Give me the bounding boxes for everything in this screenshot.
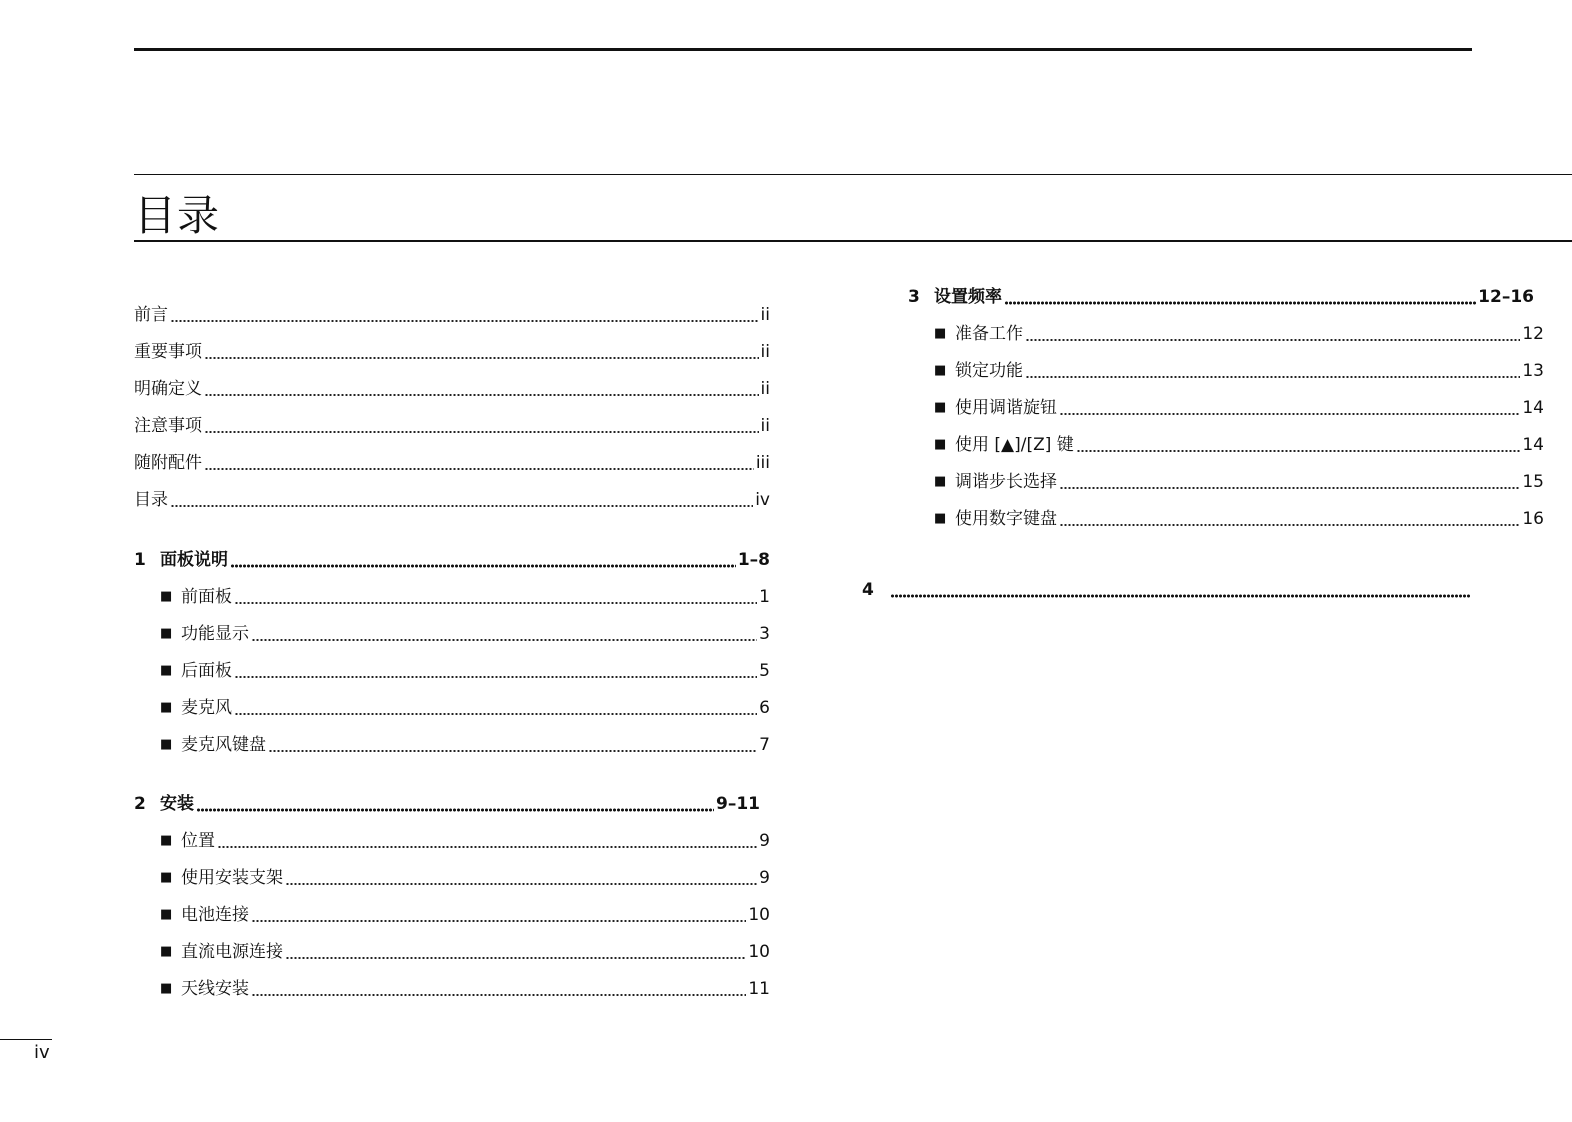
toc-entry[interactable] <box>134 450 770 474</box>
square-bullet-icon: ■ <box>160 663 173 678</box>
dot-leader <box>252 623 757 645</box>
square-bullet-icon: ■ <box>934 474 947 489</box>
entry-label: 前言 <box>134 305 168 325</box>
dot-leader <box>231 549 736 571</box>
entry-page: iv <box>755 490 770 510</box>
entry-page: 5 <box>759 661 770 681</box>
entry-page: 13 <box>1522 361 1544 381</box>
entry-page: 12–16 <box>1478 287 1534 307</box>
square-bullet-icon: ■ <box>160 589 173 604</box>
square-bullet-icon: ■ <box>160 700 173 715</box>
dot-leader <box>252 904 746 926</box>
toc-subentry[interactable] <box>160 939 770 963</box>
toc-subentry[interactable] <box>160 584 770 608</box>
section-number: 4 <box>862 580 874 600</box>
square-bullet-icon: ■ <box>934 326 947 341</box>
dot-leader <box>218 830 757 852</box>
dot-leader <box>891 579 1470 601</box>
entry-page: 11 <box>748 979 770 999</box>
entry-label: 功能显示 <box>181 624 249 644</box>
entry-page: 3 <box>759 624 770 644</box>
entry-label: 设置频率 <box>934 287 1002 307</box>
entry-label: 天线安装 <box>181 979 249 999</box>
entry-page: 12 <box>1522 324 1544 344</box>
entry-label: 使用安装支架 <box>181 868 283 888</box>
toc-subentry[interactable] <box>934 469 1544 493</box>
dot-leader <box>1077 434 1521 456</box>
square-bullet-icon: ■ <box>160 981 173 996</box>
dot-leader <box>1060 471 1520 493</box>
entry-label: 使用调谐旋钮 <box>955 398 1057 418</box>
entry-page: ii <box>760 342 770 362</box>
toc-subentry[interactable] <box>160 865 770 889</box>
square-bullet-icon: ■ <box>160 907 173 922</box>
title-bottom-rule <box>134 240 1572 242</box>
square-bullet-icon: ■ <box>934 511 947 526</box>
square-bullet-icon: ■ <box>160 944 173 959</box>
toc-subentry[interactable] <box>160 828 770 852</box>
entry-label: 明确定义 <box>134 379 202 399</box>
dot-leader <box>205 452 754 474</box>
entry-label: 面板说明 <box>160 550 228 570</box>
dot-leader <box>1026 360 1520 382</box>
entry-page: 10 <box>748 905 770 925</box>
toc-subentry[interactable] <box>160 695 770 719</box>
toc-subentry[interactable] <box>934 432 1544 456</box>
entry-label: 位置 <box>181 831 215 851</box>
dot-leader <box>1005 286 1476 308</box>
entry-page: 9 <box>759 868 770 888</box>
entry-page: ii <box>760 305 770 325</box>
title-top-rule <box>134 174 1572 175</box>
dot-leader <box>235 697 757 719</box>
toc-subentry[interactable] <box>160 658 770 682</box>
square-bullet-icon: ■ <box>160 870 173 885</box>
dot-leader <box>252 978 746 1000</box>
section-number: 3 <box>908 287 920 307</box>
entry-label: 安装 <box>160 794 194 814</box>
toc-subentry[interactable] <box>160 902 770 926</box>
toc-subentry[interactable] <box>934 506 1544 530</box>
entry-page: 9 <box>759 831 770 851</box>
square-bullet-icon: ■ <box>934 437 947 452</box>
square-bullet-icon: ■ <box>160 833 173 848</box>
entry-label: 准备工作 <box>955 324 1023 344</box>
entry-page: iii <box>755 453 770 473</box>
dot-leader <box>205 415 759 437</box>
entry-label: 直流电源连接 <box>181 942 283 962</box>
section-number: 1 <box>134 550 146 570</box>
toc-subentry[interactable] <box>160 976 770 1000</box>
toc-entry[interactable] <box>134 487 770 511</box>
entry-label: 麦克风 <box>181 698 232 718</box>
dot-leader <box>1060 397 1520 419</box>
page-number-rule <box>0 1039 52 1040</box>
toc-entry[interactable] <box>134 302 770 326</box>
entry-label: 后面板 <box>181 661 232 681</box>
toc-subentry[interactable] <box>160 621 770 645</box>
dot-leader <box>205 341 759 363</box>
entry-label: 注意事项 <box>134 416 202 436</box>
entry-label: 目录 <box>134 490 168 510</box>
square-bullet-icon: ■ <box>160 737 173 752</box>
entry-page: 1–8 <box>737 550 770 570</box>
square-bullet-icon: ■ <box>160 626 173 641</box>
toc-subentry[interactable] <box>934 321 1544 345</box>
page-title: 目录 <box>134 191 221 240</box>
toc-section-4[interactable] <box>862 577 1472 601</box>
entry-label: 调谐步长选择 <box>955 472 1057 492</box>
entry-page: 9–11 <box>716 794 760 814</box>
dot-leader <box>1060 508 1520 530</box>
dot-leader <box>171 489 753 511</box>
toc-subentry[interactable] <box>934 358 1544 382</box>
entry-page: ii <box>760 416 770 436</box>
dot-leader <box>1026 323 1520 345</box>
entry-label: 锁定功能 <box>955 361 1023 381</box>
entry-page: ii <box>760 379 770 399</box>
toc-section-3[interactable] <box>908 284 1534 308</box>
entry-page: 15 <box>1522 472 1544 492</box>
entry-page: 16 <box>1522 509 1544 529</box>
dot-leader <box>286 941 746 963</box>
toc-entry[interactable] <box>134 339 770 363</box>
entry-label: 使用数字键盘 <box>955 509 1057 529</box>
entry-label: 麦克风键盘 <box>181 735 266 755</box>
toc-section-2[interactable] <box>134 791 760 815</box>
entry-label: 电池连接 <box>181 905 249 925</box>
entry-page: 10 <box>748 942 770 962</box>
square-bullet-icon: ■ <box>934 400 947 415</box>
square-bullet-icon: ■ <box>934 363 947 378</box>
section-number: 2 <box>134 794 146 814</box>
entry-page: 6 <box>759 698 770 718</box>
toc-section-1[interactable] <box>134 547 770 571</box>
entry-label: 前面板 <box>181 587 232 607</box>
dot-leader <box>205 378 759 400</box>
toc-subentry[interactable] <box>934 395 1544 419</box>
dot-leader <box>235 660 757 682</box>
toc-entry[interactable] <box>134 376 770 400</box>
dot-leader <box>197 793 714 815</box>
toc-entry[interactable] <box>134 413 770 437</box>
toc-subentry[interactable] <box>160 732 770 756</box>
entry-page: 14 <box>1522 435 1544 455</box>
dot-leader <box>286 867 757 889</box>
dot-leader <box>235 586 757 608</box>
dot-leader <box>171 304 759 326</box>
top-rule <box>134 48 1472 51</box>
entry-page: 1 <box>759 587 770 607</box>
entry-label: 重要事项 <box>134 342 202 362</box>
entry-page: 7 <box>759 735 770 755</box>
entry-label: 随附配件 <box>134 453 202 473</box>
entry-label: 使用 [▲]/[Z] 键 <box>955 435 1074 455</box>
page-number: iv <box>34 1042 50 1063</box>
entry-page: 14 <box>1522 398 1544 418</box>
dot-leader <box>269 734 757 756</box>
